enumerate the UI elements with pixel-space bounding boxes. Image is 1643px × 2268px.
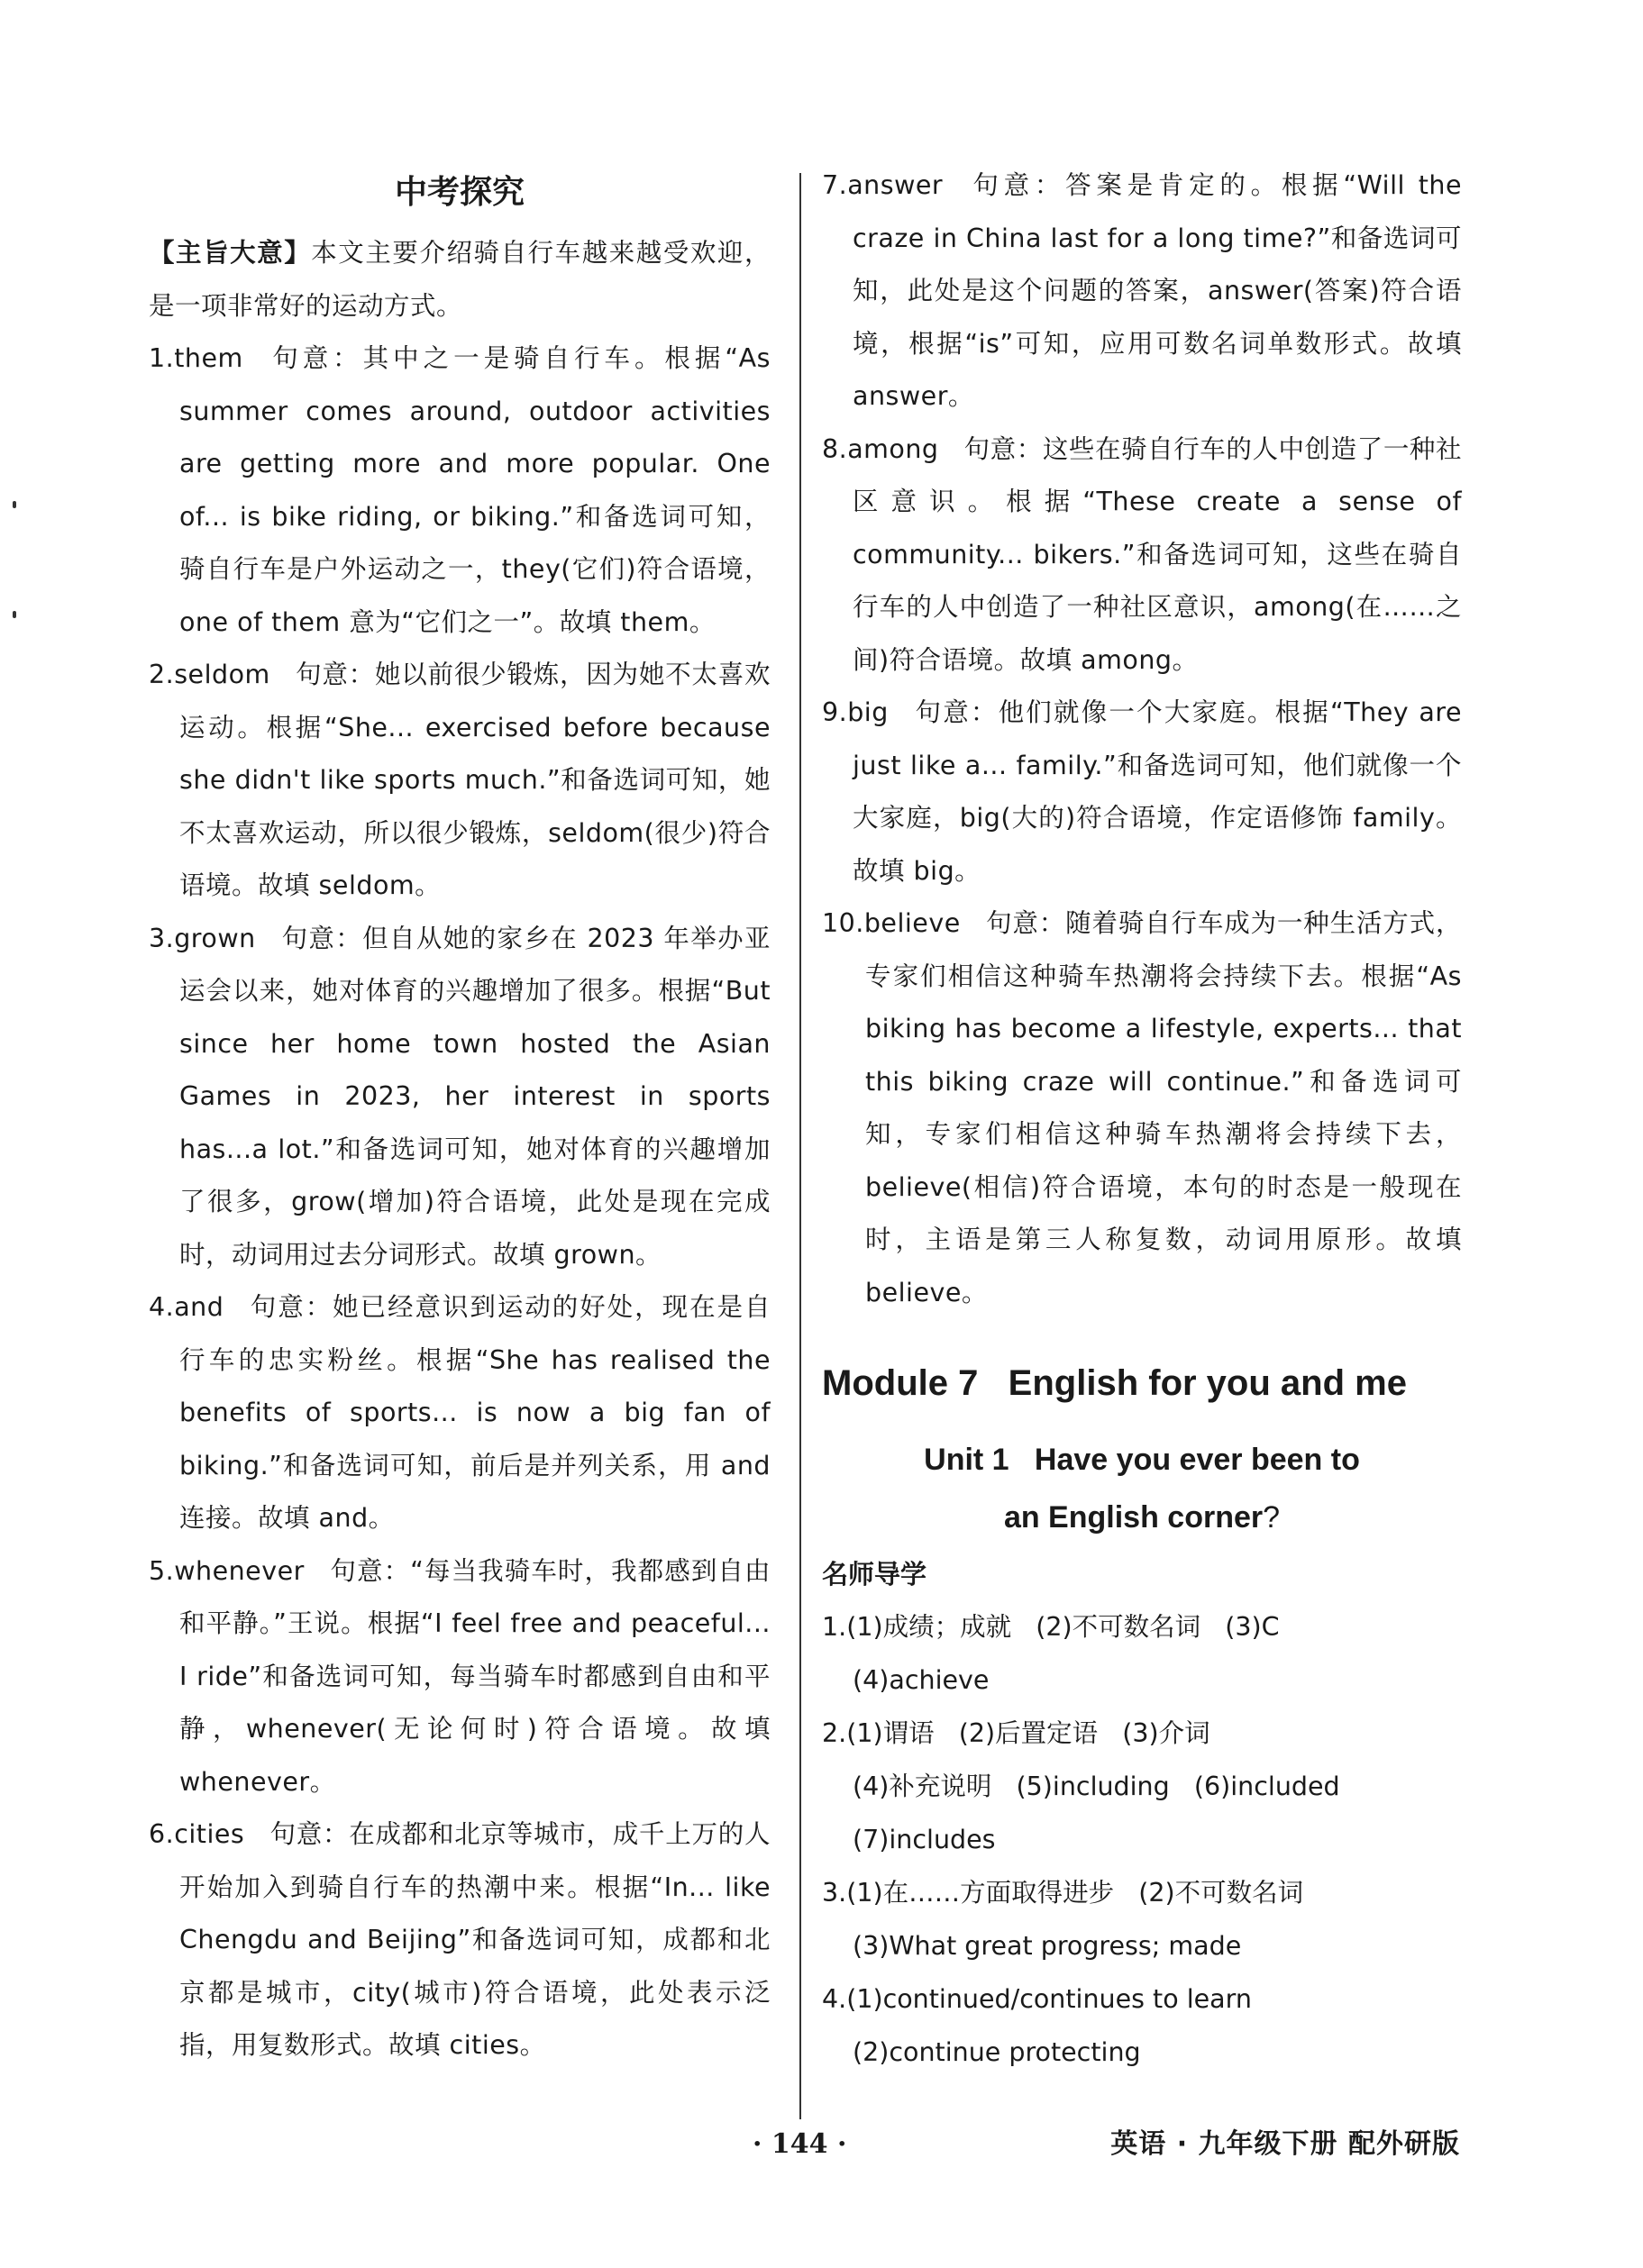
guide-number: 2. [822,1718,847,1748]
answer-explanation: 句意：这些在骑自行车的人中创造了一种社区意识。根据“These create a sense of community... bikers.”和备选词可知，这些在骑自行车的人中创造了一种社区意识，among(在……之间)符合语境。故填 among。 [853,433,1462,675]
answer-word: whenever [174,1555,305,1586]
answer-explanation: 句意：答案是肯定的。根据“Will the craze in China last for a long time?”和备选词可知，此处是这个问题的答案，answer(答案)符合语境，根据“is”可知，应用可数名词单数形式。故填 answer。 [853,170,1462,411]
answer-explanation: 句意：但自从她的家乡在 2023 年举办亚运会以来，她对体育的兴趣增加了很多。根据“But since her home town hosted the Asian Games in 2023, her interest in sports has...a lot.”和备选词可知，她对体育的兴趣增加了很多，grow(增加)符合语境，此处是现在完成时，动词用过去分词形式。故填 grown。 [179,923,771,1270]
unit-title-line-1: Unit 1 Have you ever been to [924,1443,1360,1477]
unit-title-line-2 [822,1489,1462,1546]
answer-item [149,649,771,913]
guide-item-line [822,2026,1462,2079]
answer-number: 5. [149,1555,175,1586]
answer-item [822,159,1462,424]
guide-text: (4)achieve [853,1665,990,1695]
answer-list-left [149,332,771,2072]
answer-number: 6. [149,1819,175,1849]
summary-paragraph [149,227,771,332]
unit-title-text: an English corner [1003,1500,1264,1535]
answer-explanation: 句意：其中之一是骑自行车。根据“As summer comes around, outdoor activities are getting more and more popular. One of... is bike riding, or biking.”和备选词可知，骑自行车是户外运动之一，they(它们)符合语境，one of them 意为“它们之一”。故填 them。 [179,343,771,637]
guide-number: 4. [822,1984,847,2014]
answer-word: among [847,433,939,464]
summary-text: 本文主要介绍骑自行车越来越受欢迎，是一项非常好的运动方式。 [149,238,771,321]
guide-item-line [822,1919,1462,1972]
answer-number: 9. [822,697,848,727]
answer-list-right [822,159,1462,1319]
answer-number: 7. [822,170,848,200]
answer-item [822,897,1462,1319]
answer-number: 10. [822,908,864,938]
book-info: 英语 · 九年级下册 配外研版 [1110,2128,1460,2160]
answer-explanation: 句意：他们就像一个大家庭。根据“They are just like a... family.”和备选词可知，他们就像一个大家庭，big(大的)符合语境，作定语修饰 family。故填 big。 [853,697,1462,886]
guide-text: (4)补充说明 (5)including (6)included [853,1772,1340,1801]
guide-text: (3)What great progress; made [853,1931,1242,1961]
answer-item [149,332,771,649]
page-footer [0,2122,1643,2167]
answer-word: them [174,343,243,373]
answer-item [149,913,771,1282]
guide-text: (7)includes [853,1825,996,1854]
answer-item [149,1545,771,1809]
answer-item [149,1808,771,2072]
page-number: · 144 · [753,2128,847,2160]
guide-subhead: 名师导学 [822,1559,927,1589]
right-column [822,159,1462,2079]
guide-text: (1)成绩；成就 (2)不可数名词 (3)C [846,1612,1280,1642]
column-divider [799,173,801,2119]
answer-number: 4. [149,1292,175,1322]
section-title: 中考探究 [394,173,525,211]
answer-number: 1. [149,343,175,373]
answer-item [822,424,1462,688]
guide-text: (2)continue protecting [853,2037,1141,2067]
answer-word: grown [174,923,256,953]
answer-word: answer [847,170,944,200]
guide-item-line [822,1760,1462,1813]
margin-mark [13,501,16,508]
guide-text: (1)谓语 (2)后置定语 (3)介词 [846,1718,1210,1748]
answer-explanation: 句意：随着骑自行车成为一种生活方式，专家们相信这种骑车热潮将会持续下去。根据“As biking has become a lifestyle, experts... that this biking craze will continue.”和备选词可知，专家们相信这种骑车热潮将会持续下去，believe(相信)符合语境，本句的时态是一般现在时，主语是第三人称复数，动词用原形。故填 believe。 [865,908,1462,1307]
answer-number: 2. [149,660,175,689]
guide-item-line [822,1866,1462,1919]
answer-number: 3. [149,923,175,953]
margin-mark [13,611,16,618]
answer-word: believe [863,908,961,938]
guide-item-line [822,1813,1462,1866]
summary-label: 【主旨大意】 [149,238,312,268]
answer-word: and [174,1292,224,1322]
module-title: Module 7 English for you and me [822,1363,1407,1403]
guide-text: (1)在……方面取得进步 (2)不可数名词 [846,1878,1304,1908]
answer-explanation: 句意：她已经意识到运动的好处，现在是自行车的忠实粉丝。根据“She has realised the benefits of sports... is now a big fan of biking.”和备选词可知，前后是并列关系，用 and 连接。故填 and。 [179,1292,771,1533]
answer-word: big [847,697,889,727]
guide-number: 3. [822,1878,847,1908]
answer-word: seldom [174,660,270,689]
unit-title-question-mark: ? [1263,1500,1281,1535]
guide-number: 1. [822,1612,847,1642]
guide-item-line [822,1653,1462,1707]
guide-item-line [822,1707,1462,1760]
guide-item-line [822,1972,1462,2026]
left-column [149,162,771,2072]
guide-list [822,1600,1462,2079]
answer-word: cities [174,1819,245,1849]
answer-item [149,1281,771,1545]
answer-explanation: 句意：“每当我骑车时，我都感到自由和平静。”王说。根据“I feel free and peaceful... I ride”和备选词可知，每当骑车时都感到自由和平静，whenever(无论何时)符合语境。故填 whenever。 [179,1555,771,1797]
guide-item-line [822,1600,1462,1653]
guide-text: (1)continued/continues to learn [846,1984,1252,2014]
answer-explanation: 句意：在成都和北京等城市，成千上万的人开始加入到骑自行车的热潮中来。根据“In... like Chengdu and Beijing”和备选词可知，成都和北京都是城市，city(城市)符合语境，此处表示泛指，用复数形式。故填 cities。 [179,1819,771,2060]
answer-number: 8. [822,433,848,464]
answer-item [822,687,1462,897]
answer-explanation: 句意：她以前很少锻炼，因为她不太喜欢运动。根据“She... exercised before because she didn't like sports much.”和备选词可知，她不太喜欢运动，所以很少锻炼，seldom(很少)符合语境。故填 seldom。 [179,660,771,900]
